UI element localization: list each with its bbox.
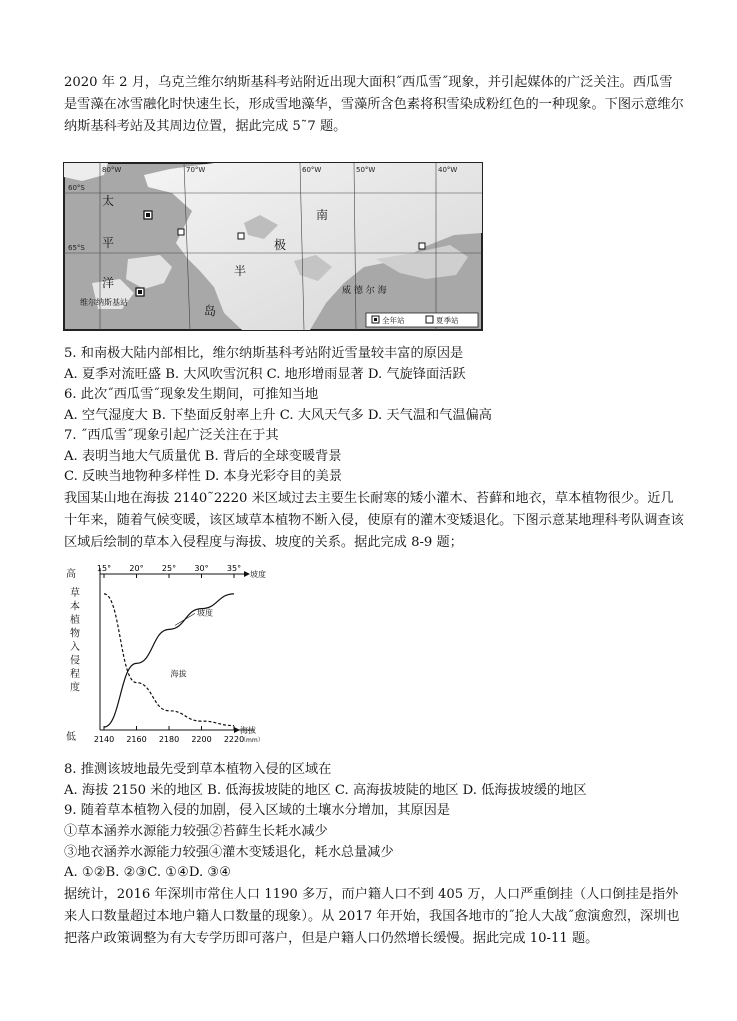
y-axis-label-char: 度 xyxy=(70,682,80,694)
bottom-axis-tick-label: 2200 xyxy=(191,735,212,744)
question-7-options-ab: A. 表明当地大气质量优 B. 背后的全球变暖背景 xyxy=(64,449,342,464)
intro-paragraph-watermelon-snow: 2020 年 2 月，乌克兰维尔纳斯基科考站附近出现大面积˝西瓜雪˝现象，并引起媒体的广泛关注。西瓜雪是雪藻在冰雪融化时快速生长，形成雪地藻华，雪藻所含色素将积雪染成粉红色的一种现象。下图示意维尔纳斯基科考站及其周边位置，据此完成 5˜7 题。 xyxy=(64,75,684,134)
legend-year-round: 全年站 xyxy=(382,316,405,325)
map-label-station: 维尔纳斯基站 xyxy=(80,298,128,307)
lon-70-label: 70°W xyxy=(186,166,206,174)
lon-60-label: 60°W xyxy=(302,166,322,174)
bottom-axis-tick-label: 2160 xyxy=(126,735,147,744)
bottom-axis-tick-label: 2140 xyxy=(93,735,115,744)
y-axis-label-char: 入 xyxy=(70,642,80,653)
map-label-weddell-sea: 威 德 尔 海 xyxy=(342,286,387,296)
question-9-statements-34: ③地衣涵养水源能力较强④灌木变矮退化，耗水总量减少 xyxy=(64,845,394,860)
intro-paragraph-shenzhen: 据统计，2016 年深圳市常住人口 1190 多万，而户籍人口不到 405 万，人口严重倒挂（人口倒挂是指外来人口数量超过本地户籍人口数量的现象）。从 2017 年开始，我国各地市的˝抢人大战˝愈演愈烈，深圳也把落户政策调整为有大专学历即可落户，但是户籍人口仍然增长缓慢。据此完成 10-11 题。 xyxy=(64,887,680,946)
series-line-slope xyxy=(104,594,234,727)
question-6-options: A. 空气湿度大 B. 下垫面反射率上升 C. 大风天气多 D. 天气温和气温偏高 xyxy=(64,408,492,423)
top-axis-tick-label: 30° xyxy=(194,564,209,573)
map-label-ji: 极 xyxy=(274,238,287,252)
y-axis-label-char: 程 xyxy=(70,669,80,680)
top-axis-label: 坡度 xyxy=(250,570,266,579)
intro-paragraph-herb-invasion: 我国某山地在海拔 2140˜2220 米区域过去主要生长耐寒的矮小灌木、苔藓和地衣，草本植物很少。近几十年来，随着气候变暖，该区域草本植物不断入侵，使原有的灌木变矮退化。下图示意某地理科考队调查该区域后绘制的草本入侵程度与海拔、坡度的关系。据此完成 8-9 题； xyxy=(64,491,684,550)
map-label-nan: 南 xyxy=(316,208,329,222)
y-axis-label xyxy=(70,586,80,694)
series-line-altitude xyxy=(104,594,234,726)
series-label-leader xyxy=(175,613,195,625)
legend-summer: 夏季站 xyxy=(436,316,459,325)
question-7-options-cd: C. 反映当地物种多样性 D. 本身光彩夺目的美景 xyxy=(64,469,343,484)
bottom-axis-tick-label: 2220 xyxy=(223,735,245,744)
question-6: 6. 此次˝西瓜雪˝现象发生期间，可推知当地 xyxy=(64,387,319,402)
y-axis-label-char: 物 xyxy=(70,628,80,640)
series-label-altitude: 海拔 xyxy=(170,669,187,679)
question-8-options: A. 海拔 2150 米的地区 B. 低海拔坡陡的地区 C. 高海拔坡陡的地区 D. 低海拔坡缓的地区 xyxy=(64,783,587,798)
bottom-axis-unit: （mm） xyxy=(240,737,264,744)
question-8: 8. 推测该坡地最先受到草本植物入侵的区域在 xyxy=(64,762,332,777)
question-5-options: A. 夏季对流旺盛 B. 大风吹雪沉积 C. 地形增雨显著 D. 气旋锋面活跃 xyxy=(64,367,466,382)
map-label-ban: 半 xyxy=(234,264,247,278)
map-label-ping: 平 xyxy=(102,236,115,250)
y-axis-label-char: 侵 xyxy=(70,655,80,667)
lon-50-label: 50°W xyxy=(356,166,376,174)
top-axis-tick-label: 15° xyxy=(96,564,112,573)
map-label-tai: 太 xyxy=(102,194,115,208)
lat-65-label: 65°S xyxy=(68,244,85,252)
lat-60-label: 60°S xyxy=(68,184,85,192)
top-axis-tick-label: 20° xyxy=(129,564,144,573)
lon-80-label: 80°W xyxy=(102,166,122,174)
top-axis-tick-label: 35° xyxy=(226,564,242,573)
y-axis-low: 低 xyxy=(66,732,76,743)
invasion-chart xyxy=(64,560,264,758)
question-5: 5. 和南极大陆内部相比，维尔纳斯基科考站附近雪量较丰富的原因是 xyxy=(64,346,464,361)
y-axis-label-char: 植 xyxy=(70,615,80,626)
question-7: 7. ˝西瓜雪˝现象引起广泛关注在于其 xyxy=(64,428,279,443)
question-9-options: A. ①②B. ②③C. ①④D. ③④ xyxy=(64,865,232,880)
top-axis-tick-label: 25° xyxy=(161,564,177,573)
series-label-slope: 坡度 xyxy=(197,608,213,618)
map-legend xyxy=(366,313,478,327)
bottom-axis-label: 海拔 xyxy=(240,726,256,735)
lon-40-label: 40°W xyxy=(438,166,458,174)
antarctic-peninsula-map xyxy=(64,163,482,330)
y-axis-high: 高 xyxy=(66,569,76,580)
question-9: 9. 随着草本植物入侵的加剧，侵入区域的土壤水分增加，其原因是 xyxy=(64,803,451,818)
y-axis-label-char: 本 xyxy=(70,601,80,613)
map-label-dao: 岛 xyxy=(204,304,217,318)
map-label-yang: 洋 xyxy=(102,276,115,290)
y-axis-label-char: 草 xyxy=(70,588,80,599)
question-9-statements-12: ①草本涵养水源能力较强②苔藓生长耗水减少 xyxy=(64,824,328,839)
bottom-axis-tick-label: 2180 xyxy=(158,735,180,744)
